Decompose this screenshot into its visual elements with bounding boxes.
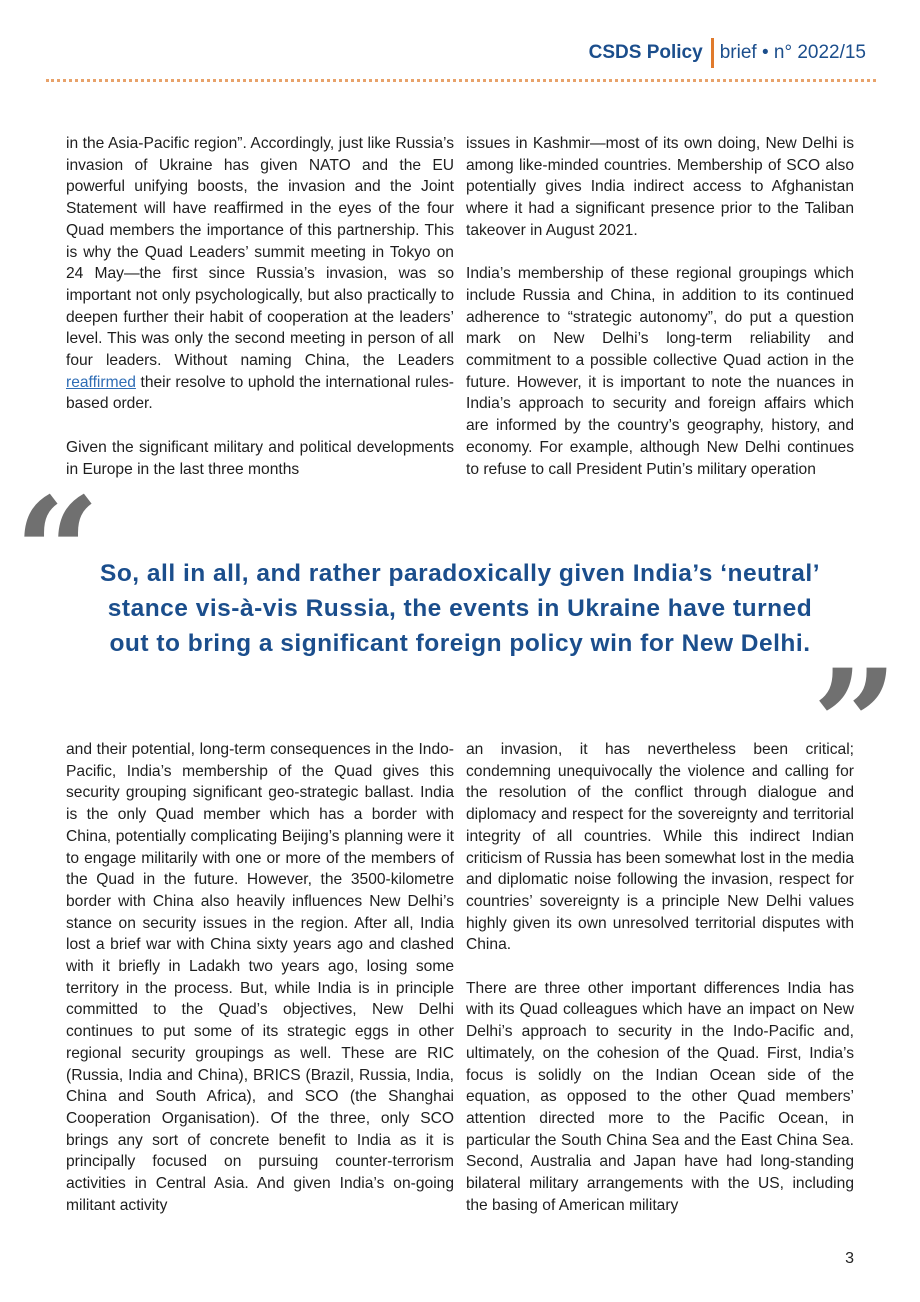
paragraph: Given the significant military and political developments in Europe in the last three months — [66, 438, 454, 478]
pull-quote: So, all in all, and rather paradoxically given India’s ‘neutral’ stance vis-à-vis Russia, the events in Ukraine have turned out to bring a significant foreign policy win for New Delhi. — [99, 560, 821, 657]
open-quote-mark: “ — [14, 465, 101, 641]
header-divider — [711, 38, 714, 68]
page-header — [589, 38, 866, 68]
paragraph: India’s membership of these regional groupings which include Russia and China, in addition to its continued adherence to “strategic autonomy”, do put a question mark on New Delhi’s long-term reliability and commitment to a possible collective Quad action in the future. However, it is important to note the nuances in India’s approach to security and foreign affairs which are informed by the country’s geography, history, and economy. For example, although New Delhi continues to refuse to call President Putin’s military operation — [466, 265, 854, 478]
close-quote-mark: ” — [812, 637, 899, 813]
text-column-2 — [466, 133, 854, 480]
text-column-3 — [66, 739, 454, 1216]
paragraph — [66, 133, 454, 415]
paragraph: There are three other important differences India has with its Quad colleagues which have an impact on New Delhi’s approach to security in the Indo-Pacific and, ultimately, on the cohesion of the Quad. First, India’s focus is solidly on the Indian Ocean side of the equation, as opposed to the other Quad members’ attention directed more to the Pacific Ocean, in particular the South China Sea and the East China Sea. Second, Australia and Japan have had long-standing bilateral military arrangements with the US, including the basing of American military — [466, 979, 854, 1214]
paragraph-text: in the Asia-Pacific region”. Accordingly, just like Russia’s invasion of Ukraine has given NATO and the EU powerful unifying boosts, the invasion and the Joint Statement will have reaffirmed in the eyes of the four Quad members the importance of this partnership. This is why the Quad Leaders’ summit meeting in Tokyo on 24 May—the first since Russia’s invasion, was so important not only psychologically, but also practically to deepen further their habit of cooperation at the leaders’ level. This was only the second meeting in person of all four leaders. Without naming China, the Leaders — [66, 135, 454, 370]
paragraph-text: their resolve to uphold the international rules-based order. — [66, 373, 454, 413]
text-column-4 — [466, 739, 854, 1216]
paragraph: and their potential, long-term consequences in the Indo-Pacific, India’s membership of the Quad gives this security grouping significant geo-strategic ballast. India is the only Quad member which has a border with China, potentially complicating Beijing’s planning were it to engage militarily with one or more of the members of the Quad in the future. However, the 3500-kilometre border with China also heavily influences New Delhi’s stance on security issues in the region. After all, India lost a brief war with China sixty years ago and clashed with it briefly in Ladakh two years ago, losing some territory in the process. But, while India is in principle committed to the Quad’s objectives, New Delhi continues to put some of its strategic eggs in other regional security groupings as well. These are RIC (Russia, India and China), BRICS (Brazil, Russia, India, China and South Africa), and SCO (the Shanghai Cooperation Organisation). Of the three, only SCO brings any sort of concrete benefit to India as it is principally focused on pursuing counter-terrorism activities in Central Asia. And given India’s on-going militant activity — [66, 741, 454, 1214]
text-column-1 — [66, 133, 454, 480]
page-number: 3 — [845, 1250, 854, 1267]
publication-brand: CSDS Policy — [588, 42, 703, 63]
issue-label: brief • n° 2022/15 — [719, 42, 866, 63]
paragraph: an invasion, it has nevertheless been critical; condemning unequivocally the violence and calling for the resolution of the conflict through dialogue and diplomacy and respect for the sovereignty and territorial integrity of all countries. While this indirect Indian criticism of Russia has been somewhat lost in the media and diplomatic noise following the invasion, respect for countries’ sovereignty is a principle New Delhi values highly given its own unresolved territorial disputes with China. — [466, 741, 854, 954]
header-dotted-rule — [46, 79, 876, 82]
paragraph: issues in Kashmir—most of its own doing, New Delhi is among like-minded countries. Membership of SCO also potentially gives India indirect access to Afghanistan where it had a significant presence prior to the Taliban takeover in August 2021. — [466, 135, 854, 239]
reaffirmed-link[interactable]: reaffirmed — [66, 373, 136, 391]
